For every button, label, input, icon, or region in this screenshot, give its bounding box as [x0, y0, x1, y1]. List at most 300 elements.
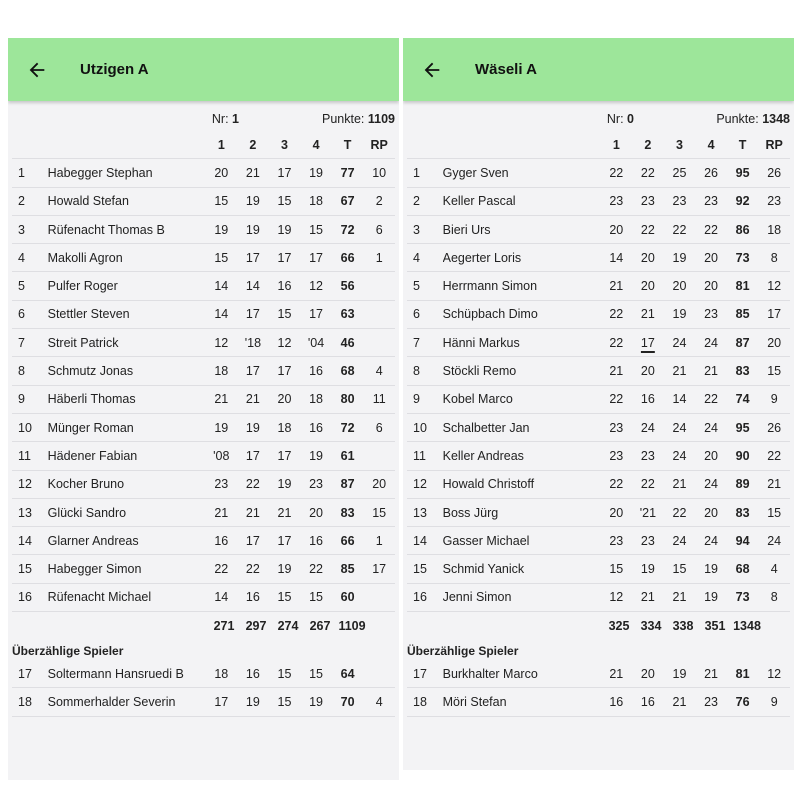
- round-score: '21: [639, 505, 657, 520]
- player-total: 94: [735, 533, 750, 548]
- round-score: 14: [214, 279, 229, 294]
- player-row[interactable]: [407, 329, 790, 357]
- round-score: 15: [309, 590, 323, 605]
- round-score: 20: [704, 448, 718, 463]
- player-row[interactable]: [407, 386, 790, 414]
- player-name: Schmutz Jonas: [47, 364, 134, 379]
- round-score: 18: [309, 392, 323, 407]
- round-score: 21: [245, 165, 260, 180]
- player-index: 16: [413, 590, 427, 605]
- player-rp: 15: [767, 364, 782, 379]
- column-total: 325: [608, 619, 630, 634]
- round-score: 24: [704, 477, 718, 492]
- player-row[interactable]: [12, 660, 395, 688]
- player-name: Howald Stefan: [47, 194, 129, 209]
- player-rp: 12: [767, 666, 782, 681]
- player-name: Hädener Fabian: [47, 448, 138, 463]
- round-score: 22: [309, 562, 323, 577]
- round-score: 16: [245, 590, 260, 605]
- round-score: 22: [640, 222, 655, 237]
- player-rp: 4: [375, 364, 383, 379]
- match-meta: [8, 106, 399, 131]
- player-index: 4: [18, 250, 25, 265]
- player-total: 92: [735, 194, 750, 209]
- round-score: 15: [609, 562, 624, 577]
- round-score: 22: [609, 392, 624, 407]
- player-total: 83: [735, 505, 750, 520]
- round-score: 21: [609, 279, 624, 294]
- team-number: Nr: 1: [211, 112, 239, 126]
- player-row[interactable]: [407, 584, 790, 612]
- player-row[interactable]: [407, 159, 790, 187]
- player-index: 7: [18, 335, 25, 350]
- player-name: Stöckli Remo: [442, 364, 517, 379]
- round-score: 22: [672, 222, 687, 237]
- player-total: 66: [340, 250, 355, 265]
- round-score: 21: [672, 364, 687, 379]
- player-name: Gasser Michael: [442, 533, 530, 548]
- round-score: 17: [214, 694, 229, 709]
- player-row[interactable]: [12, 216, 395, 244]
- column-header: 3: [675, 137, 683, 152]
- player-index: 1: [18, 165, 25, 180]
- round-score: 19: [245, 194, 260, 209]
- round-score: 23: [609, 420, 624, 435]
- player-row[interactable]: [12, 414, 395, 442]
- player-row[interactable]: [12, 527, 395, 555]
- player-total: 81: [735, 666, 750, 681]
- column-header: 2: [249, 137, 257, 152]
- player-row[interactable]: [12, 386, 395, 414]
- player-name: Soltermann Hansruedi B: [47, 666, 184, 681]
- round-score: 14: [245, 279, 260, 294]
- round-score: 19: [277, 222, 292, 237]
- player-row[interactable]: [12, 471, 395, 499]
- player-total: 72: [340, 222, 355, 237]
- player-total: 73: [735, 250, 750, 265]
- player-index: 12: [413, 477, 427, 492]
- player-index: 14: [18, 533, 32, 548]
- round-score: 22: [214, 562, 229, 577]
- player-row[interactable]: [407, 414, 790, 442]
- player-index: 9: [18, 392, 25, 407]
- player-total: 64: [340, 666, 355, 681]
- round-score: 19: [309, 448, 323, 463]
- team-panel-right: [403, 38, 794, 770]
- player-rp: 18: [767, 222, 782, 237]
- round-score: 21: [214, 392, 229, 407]
- round-score: 16: [245, 666, 260, 681]
- player-index: 6: [413, 307, 420, 322]
- round-score: 23: [640, 194, 655, 209]
- player-name: Sommerhalder Severin: [47, 694, 176, 709]
- round-score: 22: [672, 505, 687, 520]
- round-score: 22: [609, 165, 624, 180]
- round-score: 17: [245, 307, 260, 322]
- player-index: 17: [413, 666, 427, 681]
- round-score: 17: [245, 250, 260, 265]
- player-row[interactable]: [407, 244, 790, 272]
- column-header: 1: [612, 137, 620, 152]
- player-name: Herrmann Simon: [442, 279, 538, 294]
- round-score: 17: [277, 448, 292, 463]
- round-score: 22: [640, 477, 655, 492]
- round-score: 21: [245, 392, 260, 407]
- player-row[interactable]: [407, 442, 790, 470]
- back-button[interactable]: [22, 55, 52, 85]
- player-total: 87: [735, 335, 750, 350]
- player-index: 11: [18, 448, 31, 463]
- player-row[interactable]: [12, 272, 395, 300]
- round-score: 23: [309, 477, 323, 492]
- player-name: Glarner Andreas: [47, 533, 139, 548]
- player-index: 14: [413, 533, 427, 548]
- player-rp: 8: [770, 250, 778, 265]
- player-name: Gyger Sven: [442, 165, 509, 180]
- round-score: 15: [277, 666, 292, 681]
- player-index: 5: [413, 279, 420, 294]
- player-index: 17: [18, 666, 32, 681]
- round-score: 21: [704, 364, 718, 379]
- round-score: 18: [277, 420, 292, 435]
- round-score: 19: [704, 590, 718, 605]
- player-row[interactable]: [12, 688, 395, 716]
- round-score: 20: [704, 250, 718, 265]
- round-score: 21: [672, 694, 687, 709]
- round-score: 19: [309, 694, 323, 709]
- player-name: Münger Roman: [47, 420, 134, 435]
- player-row[interactable]: [407, 188, 790, 216]
- round-score: 22: [245, 562, 260, 577]
- round-score: 14: [609, 250, 624, 265]
- player-index: 15: [413, 562, 427, 577]
- round-score: 16: [640, 392, 655, 407]
- column-header: T: [738, 137, 747, 152]
- round-score: 23: [704, 694, 718, 709]
- round-score: 26: [704, 165, 718, 180]
- player-rp: 22: [767, 448, 782, 463]
- round-score: 12: [609, 590, 624, 605]
- player-index: 10: [18, 420, 32, 435]
- player-total: 85: [735, 307, 750, 322]
- player-rp: 24: [767, 533, 782, 548]
- player-index: 6: [18, 307, 25, 322]
- column-header: 4: [312, 137, 320, 152]
- player-name: Bieri Urs: [442, 222, 491, 237]
- round-score: 17: [245, 533, 260, 548]
- round-score: 19: [277, 562, 292, 577]
- round-score: 14: [214, 590, 229, 605]
- round-score: 21: [672, 477, 687, 492]
- player-name: Schalbetter Jan: [442, 420, 530, 435]
- round-score: 17: [277, 250, 292, 265]
- player-row[interactable]: [407, 688, 790, 716]
- player-row[interactable]: [12, 329, 395, 357]
- player-total: 95: [735, 420, 750, 435]
- round-score: 21: [609, 364, 624, 379]
- player-name: Habegger Stephan: [47, 165, 153, 180]
- round-score: 20: [309, 505, 323, 520]
- player-index: 4: [413, 250, 420, 265]
- column-total: 274: [277, 619, 299, 634]
- player-name: Kocher Bruno: [47, 477, 125, 492]
- player-row[interactable]: [12, 159, 395, 187]
- round-score: 16: [277, 279, 292, 294]
- player-row[interactable]: [12, 442, 395, 470]
- player-name: Hänni Markus: [442, 335, 520, 350]
- player-total: 76: [735, 694, 750, 709]
- round-score: 19: [245, 694, 260, 709]
- player-total: 70: [340, 694, 355, 709]
- player-name: Keller Andreas: [442, 448, 524, 463]
- player-name: Makolli Agron: [47, 250, 123, 265]
- table-header: [407, 131, 790, 159]
- round-score: 19: [245, 222, 260, 237]
- round-score: 24: [704, 533, 718, 548]
- round-score: 24: [672, 420, 687, 435]
- player-rp: 26: [767, 420, 782, 435]
- round-score: '08: [213, 448, 230, 463]
- round-score: 22: [609, 335, 624, 350]
- round-score: 16: [640, 694, 655, 709]
- player-index: 11: [413, 448, 426, 463]
- player-row[interactable]: [407, 499, 790, 527]
- player-rp: 23: [767, 194, 782, 209]
- round-score: 19: [672, 666, 687, 681]
- team-number: Nr: 0: [606, 112, 634, 126]
- player-name: Häberli Thomas: [47, 392, 136, 407]
- player-rp: 1: [375, 533, 383, 548]
- column-total: 351: [704, 619, 726, 634]
- round-score: 23: [640, 448, 655, 463]
- player-index: 8: [18, 364, 25, 379]
- round-score: 20: [704, 505, 718, 520]
- round-score: 21: [214, 505, 229, 520]
- team-panel-left: [8, 38, 399, 780]
- team-points: Punkte: 1109: [322, 112, 395, 126]
- player-total: 66: [340, 533, 355, 548]
- round-score: 15: [309, 666, 323, 681]
- player-row[interactable]: [407, 555, 790, 583]
- round-score: 17: [245, 364, 260, 379]
- round-score: 21: [609, 666, 624, 681]
- column-header: 3: [280, 137, 288, 152]
- player-rp: 6: [375, 222, 383, 237]
- column-total: 338: [672, 619, 694, 634]
- round-score: 19: [672, 307, 687, 322]
- round-score: 15: [277, 590, 292, 605]
- round-score: 19: [640, 562, 655, 577]
- table-header: [12, 131, 395, 159]
- round-score: 15: [214, 250, 229, 265]
- player-row[interactable]: [407, 272, 790, 300]
- player-row[interactable]: [12, 555, 395, 583]
- player-index: 3: [18, 222, 25, 237]
- player-total: 87: [340, 477, 355, 492]
- round-score: 16: [609, 694, 624, 709]
- round-score: 14: [672, 392, 687, 407]
- player-rp: 15: [767, 505, 782, 520]
- player-total: 56: [340, 279, 355, 294]
- round-score: 23: [214, 477, 229, 492]
- player-name: Jenni Simon: [442, 590, 512, 605]
- round-score: 16: [214, 533, 229, 548]
- round-score: 23: [704, 307, 718, 322]
- round-score: 16: [309, 364, 323, 379]
- player-row[interactable]: [407, 527, 790, 555]
- round-score: 24: [672, 448, 687, 463]
- round-score: 19: [704, 562, 718, 577]
- player-index: 18: [18, 694, 32, 709]
- player-total: 81: [735, 279, 750, 294]
- round-score: '18: [244, 335, 262, 350]
- extra-players-heading: Überzählige Spieler: [12, 644, 124, 659]
- player-total: 95: [735, 165, 750, 180]
- player-index: 3: [413, 222, 420, 237]
- player-total: 74: [735, 392, 750, 407]
- round-score: 17: [277, 533, 292, 548]
- round-score: 18: [214, 364, 229, 379]
- player-index: 5: [18, 279, 25, 294]
- round-score: 24: [672, 533, 687, 548]
- round-score: 18: [214, 666, 229, 681]
- round-score: 17: [640, 335, 655, 350]
- player-index: 16: [18, 590, 32, 605]
- player-row[interactable]: [407, 357, 790, 385]
- player-index: 7: [413, 335, 420, 350]
- player-rp: 17: [767, 307, 782, 322]
- team-title: Utzigen A: [80, 61, 149, 78]
- round-score: 23: [609, 533, 624, 548]
- player-total: 72: [340, 420, 355, 435]
- round-score: 19: [309, 165, 323, 180]
- team-points: Punkte: 1348: [716, 112, 790, 126]
- player-name: Kobel Marco: [442, 392, 513, 407]
- player-row[interactable]: [407, 471, 790, 499]
- back-button[interactable]: [417, 55, 447, 85]
- player-row[interactable]: [407, 301, 790, 329]
- round-score: 20: [672, 279, 687, 294]
- match-meta: [403, 106, 794, 131]
- round-score: 24: [704, 420, 718, 435]
- player-rp: 9: [770, 694, 778, 709]
- column-header: 1: [217, 137, 225, 152]
- player-total: 85: [340, 562, 355, 577]
- column-total: 297: [245, 619, 267, 634]
- player-rp: 15: [372, 505, 387, 520]
- round-score: 12: [214, 335, 229, 350]
- round-score: 23: [609, 194, 624, 209]
- player-index: 18: [413, 694, 427, 709]
- player-name: Pulfer Roger: [47, 279, 118, 294]
- player-row[interactable]: [407, 660, 790, 688]
- player-total: 83: [735, 364, 750, 379]
- round-score: 19: [277, 477, 292, 492]
- round-score: 21: [640, 307, 655, 322]
- column-header: 2: [644, 137, 652, 152]
- round-score: 23: [609, 448, 624, 463]
- round-score: 20: [704, 279, 718, 294]
- player-index: 13: [18, 505, 32, 520]
- round-score: 22: [609, 307, 624, 322]
- round-score: 17: [277, 165, 292, 180]
- player-total: 60: [340, 590, 355, 605]
- column-header: RP: [370, 137, 388, 152]
- player-index: 1: [413, 165, 420, 180]
- player-rp: 20: [767, 335, 782, 350]
- player-row[interactable]: [12, 244, 395, 272]
- round-score: 15: [214, 194, 229, 209]
- round-score: 22: [704, 222, 718, 237]
- round-score: '04: [307, 335, 325, 350]
- arrow-left-icon: [26, 59, 48, 81]
- player-total: 89: [735, 477, 750, 492]
- player-rp: 9: [770, 392, 778, 407]
- player-rp: 4: [770, 562, 778, 577]
- totals-row: [12, 612, 395, 640]
- player-index: 9: [413, 392, 420, 407]
- totals-row: [407, 612, 790, 640]
- player-total: 73: [735, 590, 750, 605]
- round-score: 22: [609, 477, 624, 492]
- round-score: 15: [309, 222, 323, 237]
- column-total: 334: [640, 619, 662, 634]
- player-total: 86: [735, 222, 750, 237]
- round-score: 21: [245, 505, 260, 520]
- player-index: 2: [18, 194, 25, 209]
- round-score: 20: [640, 666, 655, 681]
- player-row[interactable]: [407, 216, 790, 244]
- round-score: 21: [277, 505, 292, 520]
- extra-players-heading: Überzählige Spieler: [407, 644, 519, 659]
- round-score: 20: [609, 222, 624, 237]
- score-table: [8, 131, 399, 717]
- round-score: 20: [277, 392, 292, 407]
- column-header: RP: [765, 137, 783, 152]
- round-score: 19: [245, 420, 260, 435]
- round-score: 17: [245, 448, 260, 463]
- round-score: 15: [277, 694, 292, 709]
- round-score: 21: [704, 666, 718, 681]
- player-index: 13: [413, 505, 427, 520]
- round-score: 17: [309, 250, 323, 265]
- player-index: 2: [413, 194, 420, 209]
- round-score: 23: [672, 194, 687, 209]
- player-name: Boss Jürg: [442, 505, 499, 520]
- player-total: 46: [340, 335, 355, 350]
- round-score: 15: [277, 194, 292, 209]
- player-name: Schmid Yanick: [442, 562, 525, 577]
- player-name: Aegerter Loris: [442, 250, 522, 265]
- score-table: [403, 131, 794, 717]
- player-rp: 1: [375, 250, 383, 265]
- player-row[interactable]: [12, 188, 395, 216]
- player-rp: 8: [770, 590, 778, 605]
- player-row[interactable]: [12, 301, 395, 329]
- round-score: 21: [672, 590, 687, 605]
- player-row[interactable]: [12, 584, 395, 612]
- player-name: Keller Pascal: [442, 194, 516, 209]
- player-rp: 10: [372, 165, 387, 180]
- player-total: 83: [340, 505, 355, 520]
- round-score: 15: [672, 562, 687, 577]
- player-row[interactable]: [12, 357, 395, 385]
- round-score: 22: [245, 477, 260, 492]
- round-score: 17: [309, 307, 323, 322]
- player-row[interactable]: [12, 499, 395, 527]
- round-score: 12: [277, 335, 292, 350]
- round-score: 22: [640, 165, 655, 180]
